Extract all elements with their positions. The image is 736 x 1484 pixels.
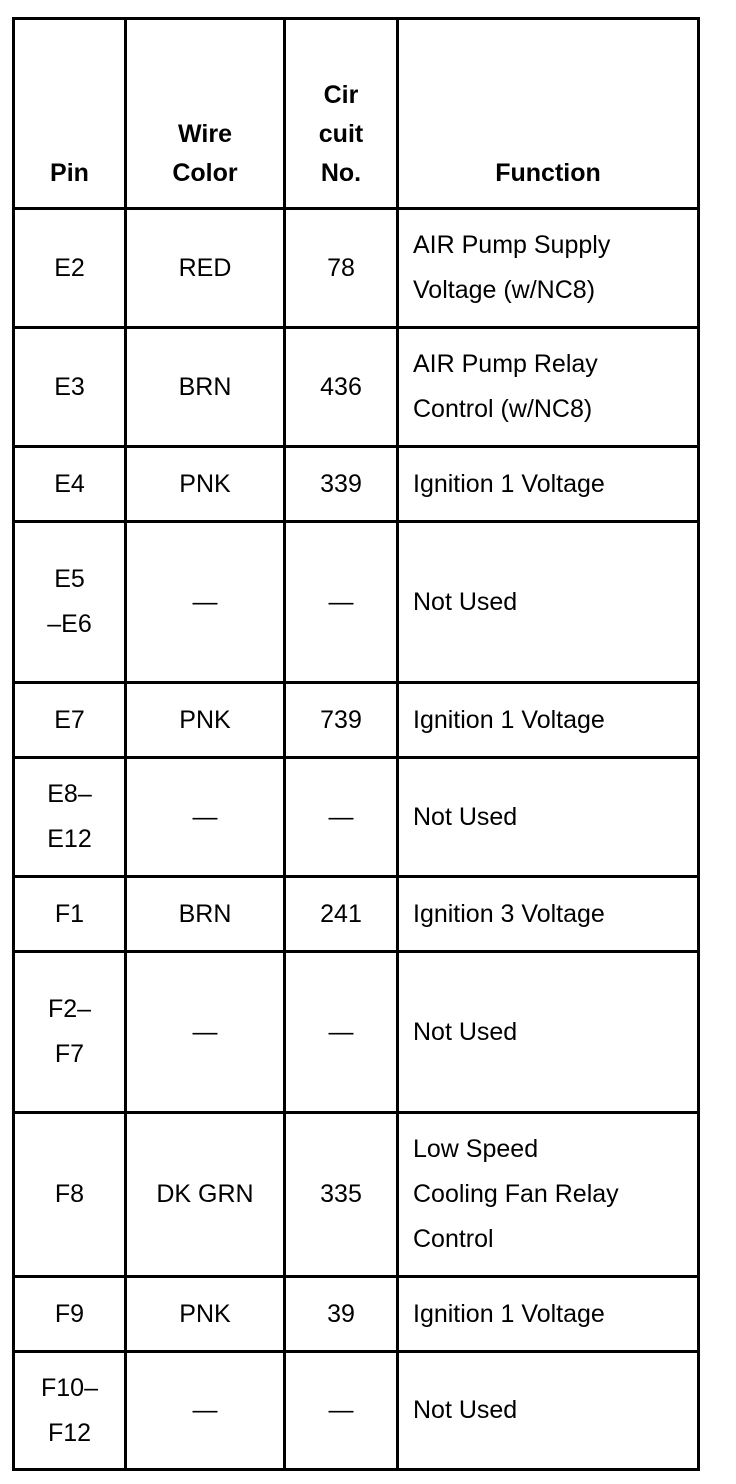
wire-color-cell (126, 522, 285, 683)
function-cell-line: Control (413, 1225, 494, 1253)
pin-cell-line: F7 (54, 1040, 85, 1068)
pin-cell-line: E12 (47, 825, 92, 853)
function-cell (398, 683, 699, 758)
pin-cell-line: –E6 (47, 610, 92, 638)
circuit-cell (285, 758, 398, 877)
function-cell-line: Not Used (413, 587, 518, 616)
table-row (14, 328, 699, 447)
table-row (14, 447, 699, 522)
pin-cell-line: F8 (54, 1180, 85, 1208)
function-cell-line: Ignition 1 Voltage (413, 705, 605, 734)
circuit-cell (285, 328, 398, 447)
function-cell (398, 209, 699, 328)
circuit-cell (285, 522, 398, 683)
header-wire-color-line: Color (172, 159, 238, 187)
pin-cell-line: F12 (47, 1418, 92, 1447)
header-pin (14, 19, 126, 209)
function-cell-line: Not Used (413, 1396, 518, 1424)
pin-cell-line: F1 (54, 899, 85, 928)
circuit-cell-line: — (328, 1396, 354, 1424)
circuit-cell-line: 436 (320, 372, 362, 401)
table-body (14, 209, 699, 1470)
function-cell (398, 758, 699, 877)
circuit-cell (285, 877, 398, 952)
wire-color-cell-line: RED (178, 253, 232, 282)
function-cell-line: Ignition 1 Voltage (413, 1299, 605, 1328)
function-cell-line: Low Speed (413, 1135, 539, 1163)
circuit-cell (285, 1352, 398, 1470)
pin-cell-line: F10– (41, 1373, 98, 1402)
pin-cell-line: F2– (47, 995, 92, 1023)
pin-cell-line: E8– (47, 780, 92, 808)
function-cell-line: AIR Pump Supply (413, 231, 611, 259)
circuit-cell-line: 739 (320, 705, 362, 734)
wire-color-cell (126, 328, 285, 447)
header-wire-color-line: Wire (178, 120, 232, 148)
wire-color-cell-line: BRN (178, 372, 232, 401)
circuit-cell (285, 209, 398, 328)
wire-color-cell-line: — (192, 1017, 218, 1046)
wire-color-cell (126, 447, 285, 522)
table-row (14, 209, 699, 328)
circuit-cell-line: — (328, 587, 354, 616)
function-cell (398, 522, 699, 683)
pin-cell (14, 1113, 126, 1277)
table-row (14, 1113, 699, 1277)
function-cell (398, 1277, 699, 1352)
table-row (14, 758, 699, 877)
header-function-label: Function (495, 159, 601, 187)
pin-cell (14, 1277, 126, 1352)
table-header (14, 19, 699, 209)
wire-color-cell-line: BRN (178, 899, 232, 928)
pin-cell (14, 683, 126, 758)
wire-color-cell (126, 758, 285, 877)
pin-cell-line: F9 (54, 1299, 85, 1328)
wire-color-cell (126, 1277, 285, 1352)
function-cell-line: Ignition 1 Voltage (413, 469, 605, 498)
wire-color-cell-line: PNK (179, 469, 231, 498)
function-cell (398, 447, 699, 522)
function-cell (398, 1352, 699, 1470)
table-row (14, 952, 699, 1113)
function-cell (398, 952, 699, 1113)
header-circuit-no-line: cuit (318, 120, 364, 148)
function-cell-line: Not Used (413, 1017, 518, 1046)
wire-color-cell-line: — (192, 587, 218, 616)
wire-color-cell (126, 952, 285, 1113)
header-function (398, 19, 699, 209)
circuit-cell (285, 952, 398, 1113)
pin-table (12, 17, 700, 1471)
pin-cell (14, 952, 126, 1113)
header-wire-color (126, 19, 285, 209)
function-cell-line: Voltage (w/NC8) (413, 276, 596, 304)
circuit-cell (285, 1277, 398, 1352)
header-circuit-no-line: Cir (323, 81, 359, 109)
circuit-cell-line: 335 (320, 1180, 362, 1208)
function-cell (398, 328, 699, 447)
table-row (14, 522, 699, 683)
wire-color-cell-line: — (192, 1396, 218, 1424)
pin-cell-line: E3 (54, 372, 85, 401)
wire-color-cell (126, 1113, 285, 1277)
circuit-cell (285, 683, 398, 758)
function-cell (398, 1113, 699, 1277)
pin-cell (14, 522, 126, 683)
pin-cell (14, 1352, 126, 1470)
table-row (14, 877, 699, 952)
function-cell-line: AIR Pump Relay (413, 350, 598, 378)
circuit-cell-line: 241 (320, 899, 362, 928)
pin-cell (14, 877, 126, 952)
table-row (14, 683, 699, 758)
pin-cell (14, 209, 126, 328)
table-row (14, 1277, 699, 1352)
function-cell-line: Control (w/NC8) (413, 395, 593, 423)
header-pin-label: Pin (50, 159, 89, 187)
function-cell-line: Not Used (413, 802, 518, 831)
circuit-cell (285, 1113, 398, 1277)
wire-color-cell (126, 877, 285, 952)
wire-color-cell (126, 209, 285, 328)
header-circuit-no-line: No. (320, 159, 362, 187)
function-cell (398, 877, 699, 952)
circuit-cell-line: 78 (327, 253, 355, 282)
function-cell-line: Ignition 3 Voltage (413, 899, 605, 928)
wire-color-cell-line: — (192, 802, 218, 831)
header-circuit-no (285, 19, 398, 209)
circuit-cell-line: — (328, 802, 354, 831)
circuit-cell-line: 339 (320, 469, 362, 498)
pin-cell (14, 758, 126, 877)
wire-color-cell-line: PNK (179, 705, 231, 734)
function-cell-line: Cooling Fan Relay (413, 1180, 619, 1208)
pin-cell-line: E7 (54, 705, 85, 734)
pin-cell (14, 328, 126, 447)
table-row (14, 1352, 699, 1470)
wire-color-cell-line: DK GRN (156, 1180, 254, 1208)
wire-color-cell (126, 1352, 285, 1470)
pin-cell-line: E2 (54, 253, 85, 282)
wire-color-cell-line: PNK (179, 1299, 231, 1328)
circuit-cell-line: — (328, 1017, 354, 1046)
wire-color-cell (126, 683, 285, 758)
pin-cell-line: E4 (54, 469, 85, 498)
circuit-cell (285, 447, 398, 522)
circuit-cell-line: 39 (327, 1299, 355, 1328)
pin-cell-line: E5 (54, 565, 85, 593)
header-row (14, 19, 699, 209)
pin-cell (14, 447, 126, 522)
